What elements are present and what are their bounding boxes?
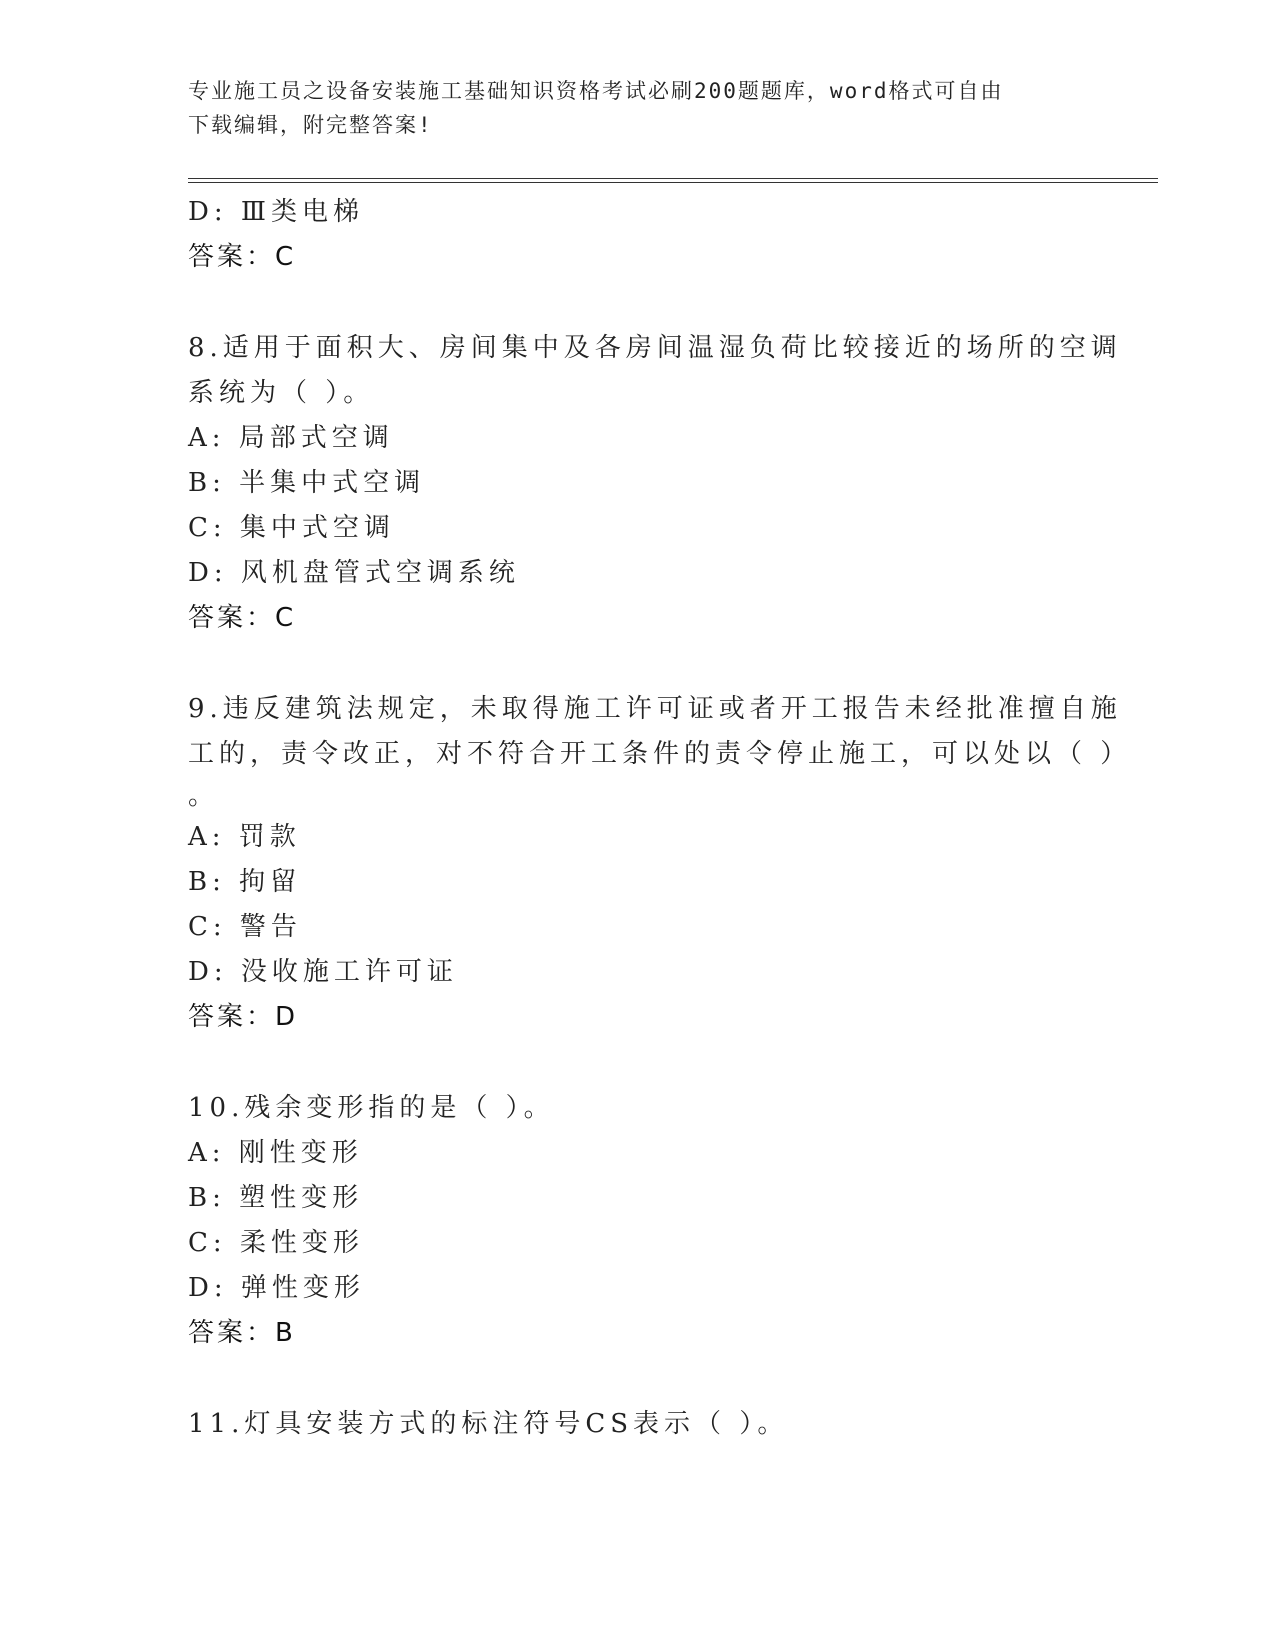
question-10-option-a: A: 刚性变形 xyxy=(188,1138,363,1168)
question-9-option-a: A: 罚款 xyxy=(188,822,301,852)
document-header xyxy=(188,74,1068,142)
question-11 xyxy=(188,1402,1068,1447)
question-9-option-d: D: 没收施工许可证 xyxy=(188,957,458,987)
question-9 xyxy=(188,687,1132,1040)
option-d-previous: D: Ⅲ类电梯 xyxy=(188,197,364,227)
header-title-line-1: 专业施工员之设备安装施工基础知识资格考试必刷200题题库，word格式可自由 xyxy=(188,79,1004,103)
question-10-answer: 答案：B xyxy=(188,1318,296,1348)
question-9-stem-line-1: 9.违反建筑法规定，未取得施工许可证或者开工报告未经批准擅自施 xyxy=(188,694,1122,724)
document-body xyxy=(188,190,1132,1447)
question-8-stem-line-2: 系统为（ ）。 xyxy=(188,378,375,408)
question-9-option-c: C: 警告 xyxy=(188,912,302,942)
question-9-stem-line-3: 。 xyxy=(188,781,220,811)
question-8-option-a: A: 局部式空调 xyxy=(188,423,394,453)
header-title-line-2: 下载编辑，附完整答案! xyxy=(188,113,433,137)
question-8 xyxy=(188,326,1122,641)
question-8-option-c: C: 集中式空调 xyxy=(188,513,395,543)
question-11-stem-line-1: 11.灯具安装方式的标注符号CS表示（ ）。 xyxy=(188,1409,789,1439)
question-8-option-b: B: 半集中式空调 xyxy=(188,468,426,498)
question-10-option-d: D: 弹性变形 xyxy=(188,1273,365,1303)
answer-previous: 答案：C xyxy=(188,242,297,272)
question-9-answer: 答案：D xyxy=(188,1002,299,1032)
question-10-option-c: C: 柔性变形 xyxy=(188,1228,364,1258)
question-10-stem-line-1: 10.残余变形指的是（ ）。 xyxy=(188,1093,555,1123)
question-8-option-d: D: 风机盘管式空调系统 xyxy=(188,558,520,588)
question-8-answer: 答案：C xyxy=(188,603,297,633)
question-10-option-b: B: 塑性变形 xyxy=(188,1183,364,1213)
question-9-stem-line-2: 工的，责令改正，对不符合开工条件的责令停止施工，可以处以（ ） xyxy=(188,739,1132,769)
question-8-stem-line-1: 8.适用于面积大、房间集中及各房间温湿负荷比较接近的场所的空调 xyxy=(188,333,1122,363)
question-9-option-b: B: 拘留 xyxy=(188,867,302,897)
question-10 xyxy=(188,1086,1068,1356)
header-divider xyxy=(188,178,1158,183)
